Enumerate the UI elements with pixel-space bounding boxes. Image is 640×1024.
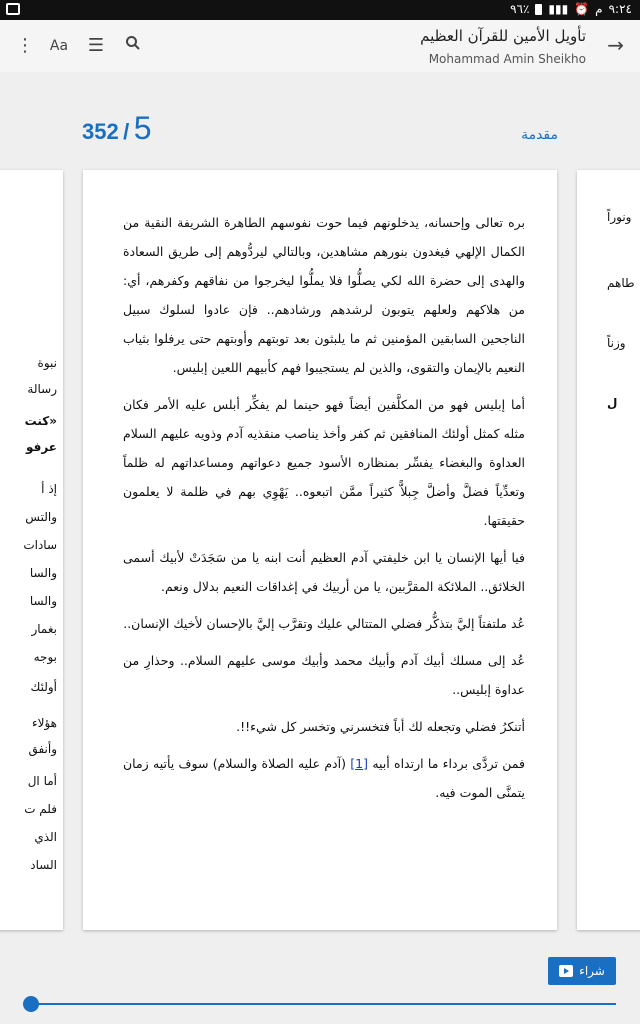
page-text-fragment: «كنت xyxy=(24,414,57,428)
book-title: تأويل الأمين للقرآن العظيم xyxy=(420,27,586,45)
reader-toolbar xyxy=(0,20,640,72)
paragraph: فيا أيها الإنسان يا ابن خليفتي آدم العظيم أنت ابنه يا من سَجَدَتْ لأبيك أسمى الخلائق.. الملائكة المقرَّبين، يا من أربيك في إغداقات النعيم بدلال ونعم. xyxy=(123,550,525,594)
buy-button[interactable] xyxy=(548,957,616,985)
page-text-fragment: وزناً xyxy=(607,336,626,350)
status-period: م xyxy=(595,2,603,16)
chapter-title[interactable]: مقدمة xyxy=(521,127,558,143)
battery-icon xyxy=(535,4,542,15)
page-text-fragment: والسا xyxy=(29,594,57,608)
page-text-fragment: بوجه xyxy=(33,650,57,664)
next-page-card[interactable] xyxy=(577,170,640,930)
status-bar xyxy=(0,0,640,20)
page-text-fragment: بغمار xyxy=(31,622,57,636)
page-text-fragment: ونوراً xyxy=(607,210,632,224)
current-page-card[interactable] xyxy=(83,170,557,930)
page-text-fragment: هؤلاء xyxy=(31,716,57,730)
page-indicator xyxy=(82,110,152,147)
page-text-fragment: إذ أ xyxy=(41,482,57,496)
font-size-icon[interactable]: Aa xyxy=(49,38,69,54)
page-text-fragment: فلم ت xyxy=(24,802,57,816)
reading-progress-track[interactable] xyxy=(30,1003,616,1005)
paragraph-start: فمن تردَّى برداء ما ارتداه أبيه xyxy=(372,756,525,771)
paragraph-end: (آدم عليه الصلاة والسلام) سوف يأتيه زمان يتمنَّى الموت فيه. xyxy=(123,756,525,800)
page-text-fragment: والتس xyxy=(25,510,57,524)
page-text-fragment: الساد xyxy=(30,858,57,872)
notification-icon xyxy=(6,3,20,15)
signal-icon: ▮▮▮ xyxy=(548,2,569,16)
page-text-fragment: نبوة xyxy=(37,356,57,370)
page-text-fragment: رسالة xyxy=(27,382,57,396)
status-time: ٩:٢٤ xyxy=(608,2,632,16)
book-author: Mohammad Amin Sheikho xyxy=(428,52,586,66)
paragraph: بره تعالى وإحسانه، يدخلونهم فيما حوت نفوسهم الطاهرة الشريفة النقية من الكمال الإلهي فيغدون بنورهم مشاهدين، وبالتالي ليردُّوهم إلى طريق السعادة والهدى إلى حضرة الله لكي يصلُّوا فلا يملُّوا ليخرجوا من نفاقهم وكفرهم، أي: من هلاكهم ولعلهم يتوبون لرشدهم ورشادهم.. فإن عادوا لسلوك سبيل الناجحين السابقين المؤمنين ثم ما يلبثون بعد توبتهم وأوبتهم حتى يرفلوا بثياب النعيم بالإيمان والتقوى، والذين لم يستجيبوا فهم كأبيهم اللعين إبليس. xyxy=(123,215,525,375)
page-separator: / xyxy=(123,119,130,144)
page-text-fragment: أولئك xyxy=(30,680,57,694)
back-arrow-icon[interactable]: → xyxy=(607,33,624,57)
page-text-fragment: عرفو xyxy=(25,440,57,454)
page-text-fragment: وأنفق xyxy=(28,742,57,756)
search-icon[interactable] xyxy=(120,34,146,58)
paragraph xyxy=(123,749,525,807)
footnote-link[interactable]: [1] xyxy=(350,756,369,771)
page-text-fragment: ل xyxy=(607,396,618,410)
previous-page-card[interactable] xyxy=(0,170,63,930)
current-page: 5 xyxy=(133,110,152,146)
page-text-fragment: طاهم xyxy=(607,276,635,290)
page-text xyxy=(123,208,525,815)
paragraph: عُد إلى مسلك أبيك آدم وأبيك محمد وأبيك موسى عليهم السلام.. وحذارِ من عداوة إبليس.. xyxy=(123,653,525,697)
paragraph: عُد ملتفتاً إليَّ بتذكُّر فضلي المتتالي عليك وتقرَّب إليَّ بالإحسان لأخيك الإنسان.. xyxy=(123,616,525,631)
page-text-fragment: الذي xyxy=(34,830,57,844)
page-text-fragment: أما ال xyxy=(27,774,57,788)
play-store-icon xyxy=(559,965,573,977)
alarm-icon: ⏰ xyxy=(574,2,590,16)
reading-progress-handle[interactable] xyxy=(23,996,39,1012)
more-vert-icon[interactable]: ⋮ xyxy=(16,35,34,56)
battery-percent: ٩٦٪ xyxy=(510,2,530,16)
toc-icon[interactable]: ☰ xyxy=(87,35,105,56)
total-pages: 352 xyxy=(82,119,119,144)
page-text-fragment: والسا xyxy=(29,566,57,580)
paragraph: أما إبليس فهو من المكلَّفين أيضاً فهو حينما لم يفكِّر أبلس عليه الأمر فكان مثله كمثل أولئك المنافقين ثم كفر وأخذ يناصب منقذيه آدم وذويه عليهم السلام العداوة والبغضاء يفسِّر بمنظاره الأسود جميع دعواتهم ومساعداتهم له ظلماً وتعدِّياً فضلَّ وأضلَّ جِبلاًّ كثيراً ممَّن اتبعوه.. يَهْوِي بهم في ظلمة لا يعلمون حقيقتها. xyxy=(123,397,525,528)
paragraph: أتنكرُ فضلي وتجعله لك أباً فتخسرني وتخسر كل شيء!!. xyxy=(236,719,525,734)
page-text-fragment: سادات xyxy=(23,538,57,552)
buy-button-label: شراء xyxy=(579,964,605,978)
